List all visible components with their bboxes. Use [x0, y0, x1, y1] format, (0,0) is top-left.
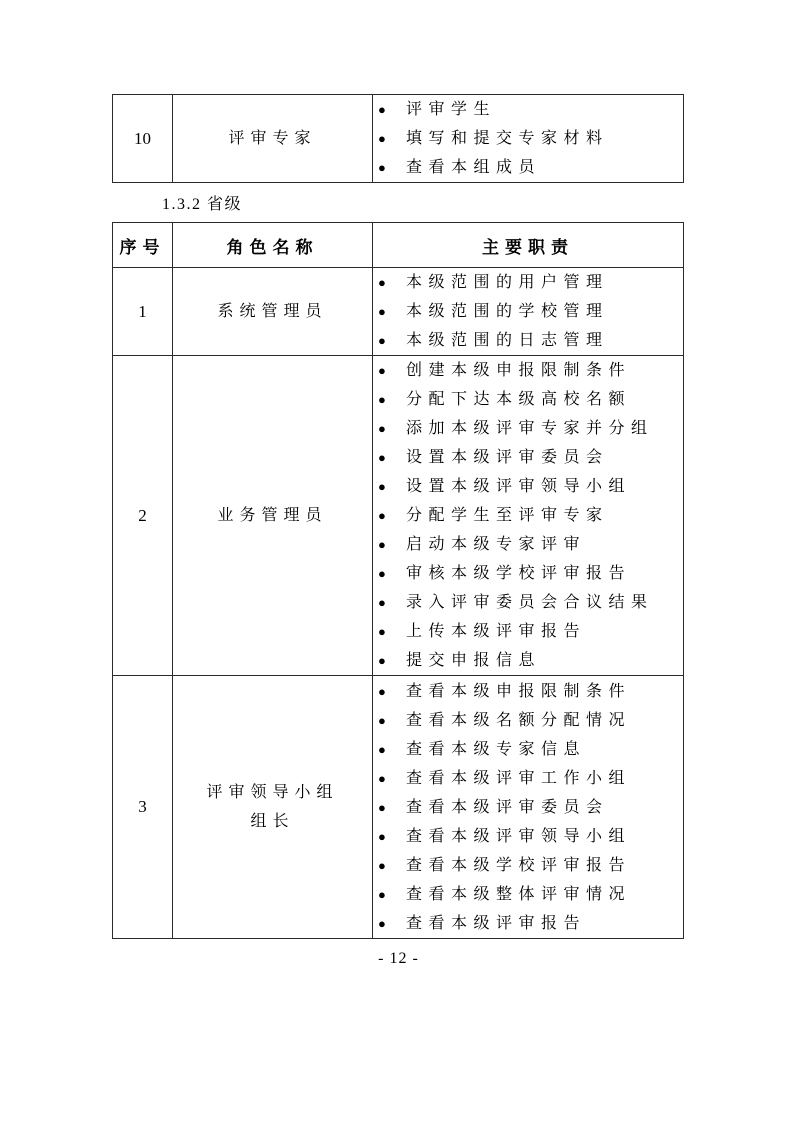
- table-row: [113, 356, 684, 676]
- duty-item: [378, 559, 683, 588]
- bullet-icon: ●: [378, 595, 386, 610]
- row-number: 3: [113, 676, 173, 939]
- role-name: 系统管理员: [173, 268, 373, 356]
- row-number: 2: [113, 356, 173, 676]
- duty-item: [378, 326, 683, 355]
- bullet-icon: ●: [378, 683, 386, 699]
- carryover-role-table: [112, 94, 684, 183]
- duty-item: [378, 588, 683, 617]
- duty-text: 设置本级评审领导小组: [406, 478, 632, 495]
- table-header-row: [113, 223, 684, 268]
- duty-text: 审核本级学校评审报告: [406, 565, 632, 582]
- duty-item: [378, 501, 683, 530]
- bullet-icon: ●: [378, 333, 386, 348]
- role-name: 评审专家: [173, 95, 373, 183]
- bullet-icon: ●: [378, 653, 386, 668]
- duty-item: [378, 95, 683, 124]
- bullet-icon: ●: [378, 537, 386, 552]
- page-number: - 12 -: [378, 950, 419, 967]
- duty-item: [378, 617, 683, 646]
- duty-list: [373, 268, 683, 355]
- row-number: 10: [113, 95, 173, 183]
- duty-text: 分配下达本级高校名额: [406, 391, 632, 408]
- duty-text: 录入评审委员会合议结果: [406, 594, 654, 611]
- duty-item: [378, 646, 683, 675]
- duty-text: 评审学生: [406, 101, 497, 118]
- bullet-icon: ●: [378, 799, 386, 815]
- row-number: 1: [113, 268, 173, 356]
- header-role: 角色名称: [173, 223, 373, 268]
- duty-text: 查看本级评审委员会: [406, 798, 609, 816]
- duty-item: [378, 385, 683, 414]
- bullet-icon: ●: [378, 624, 386, 639]
- duty-text: 查看本级评审领导小组: [406, 827, 632, 845]
- duty-text: 查看本级名额分配情况: [406, 711, 632, 729]
- duty-item: [378, 356, 683, 385]
- duty-text: 分配学生至评审专家: [406, 507, 609, 524]
- duty-item: [378, 677, 683, 706]
- duty-item: [378, 851, 683, 880]
- role-name-line: 组长: [250, 813, 295, 830]
- role-name: [173, 676, 373, 939]
- bullet-icon: ●: [378, 102, 386, 117]
- duty-text: 启动本级专家评审: [406, 536, 587, 553]
- duty-text: 填写和提交专家材料: [406, 130, 609, 147]
- duties-cell: [373, 268, 684, 356]
- bullet-icon: ●: [378, 275, 386, 290]
- header-no: 序号: [113, 223, 173, 268]
- duty-item: [378, 793, 683, 822]
- table-row: [113, 268, 684, 356]
- duty-text: 本级范围的学校管理: [406, 303, 609, 320]
- duty-text: 查看本组成员: [406, 159, 542, 176]
- bullet-icon: ●: [378, 857, 386, 873]
- table-row: [113, 95, 684, 183]
- duty-text: 提交申报信息: [406, 652, 542, 669]
- table-row: [113, 676, 684, 939]
- bullet-icon: ●: [378, 421, 386, 436]
- province-role-table: [112, 222, 684, 939]
- bullet-icon: ●: [378, 886, 386, 902]
- duty-text: 查看本级专家信息: [406, 740, 587, 758]
- bullet-icon: ●: [378, 508, 386, 523]
- duty-text: 查看本级申报限制条件: [406, 682, 632, 700]
- bullet-icon: ●: [378, 479, 386, 494]
- duty-item: [378, 297, 683, 326]
- bullet-icon: ●: [378, 566, 386, 581]
- duties-cell: [373, 95, 684, 183]
- duty-item: [378, 909, 683, 938]
- duty-item: [378, 822, 683, 851]
- duty-text: 查看本级整体评审情况: [406, 885, 632, 903]
- duty-item: [378, 764, 683, 793]
- bullet-icon: ●: [378, 304, 386, 319]
- duty-item: [378, 880, 683, 909]
- duty-text: 本级范围的用户管理: [406, 274, 609, 291]
- duties-cell: [373, 356, 684, 676]
- bullet-icon: ●: [378, 450, 386, 465]
- header-duties: 主要职责: [373, 223, 684, 268]
- duty-text: 查看本级评审工作小组: [406, 769, 632, 787]
- bullet-icon: ●: [378, 160, 386, 175]
- bullet-icon: ●: [378, 131, 386, 146]
- duty-list: [373, 356, 683, 675]
- duty-text: 添加本级评审专家并分组: [406, 420, 654, 437]
- duties-cell: [373, 676, 684, 939]
- duty-item: [378, 443, 683, 472]
- duty-text: 查看本级评审报告: [406, 914, 587, 932]
- bullet-icon: ●: [378, 712, 386, 728]
- duty-text: 设置本级评审委员会: [406, 449, 609, 466]
- duty-item: [378, 153, 683, 182]
- bullet-icon: ●: [378, 828, 386, 844]
- duty-item: [378, 530, 683, 559]
- bullet-icon: ●: [378, 392, 386, 407]
- duty-text: 查看本级学校评审报告: [406, 856, 632, 874]
- duty-item: [378, 124, 683, 153]
- duty-text: 本级范围的日志管理: [406, 332, 609, 349]
- bullet-icon: ●: [378, 363, 386, 378]
- role-name: 业务管理员: [173, 356, 373, 676]
- duty-item: [378, 414, 683, 443]
- bullet-icon: ●: [378, 741, 386, 757]
- duty-item: [378, 472, 683, 501]
- section-heading: 1.3.2 省级: [162, 196, 243, 213]
- duty-list: [373, 95, 683, 182]
- duty-item: [378, 268, 683, 297]
- role-name-line: 评审领导小组: [206, 784, 339, 801]
- bullet-icon: ●: [378, 770, 386, 786]
- duty-text: 上传本级评审报告: [406, 623, 587, 640]
- duty-list: [373, 677, 683, 938]
- duty-item: [378, 706, 683, 735]
- bullet-icon: ●: [378, 915, 386, 931]
- duty-text: 创建本级申报限制条件: [406, 362, 632, 379]
- duty-item: [378, 735, 683, 764]
